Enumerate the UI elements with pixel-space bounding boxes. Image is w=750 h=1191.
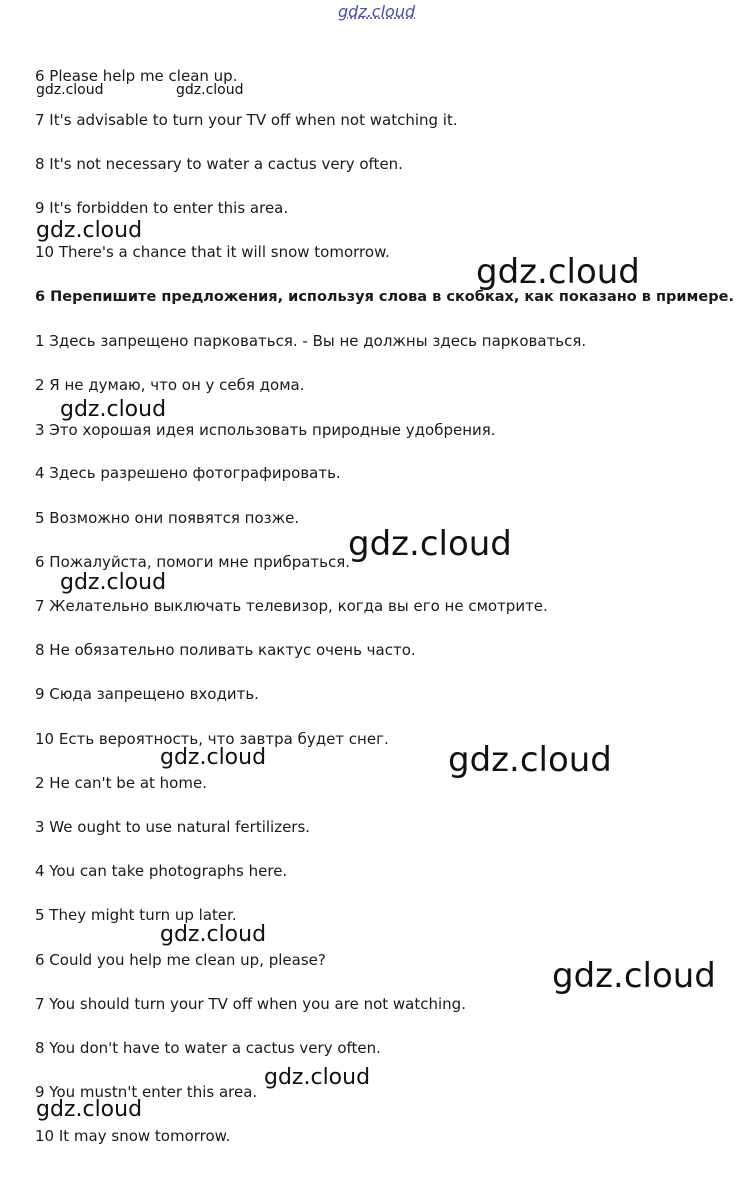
watermark: gdz.cloud xyxy=(60,397,167,422)
sentence-line: 2 He can't be at home. xyxy=(35,774,207,792)
sentence-line: 6 Please help me clean up. xyxy=(35,67,238,85)
watermark: gdz.cloud xyxy=(348,524,512,564)
sentence-line: 7 It's advisable to turn your TV off when not watching it. xyxy=(35,111,458,129)
sentence-line: 10 It may snow tomorrow. xyxy=(35,1127,231,1145)
watermark: gdz.cloud xyxy=(476,252,640,292)
sentence-line: 9 You mustn't enter this area. xyxy=(35,1083,258,1101)
sentence-line: 10 There's a chance that it will snow tomorrow. xyxy=(35,243,390,261)
watermark: gdz.cloud xyxy=(36,82,104,98)
watermark: gdz.cloud xyxy=(36,218,143,243)
sentence-line: 7 You should turn your TV off when you are not watching. xyxy=(35,995,466,1013)
sentence-line: 3 We ought to use natural fertilizers. xyxy=(35,818,311,836)
sentence-line: 8 You don't have to water a cactus very often. xyxy=(35,1039,381,1057)
watermark: gdz.cloud xyxy=(160,745,267,770)
sentence-line: 6 Could you help me clean up, please? xyxy=(35,951,326,969)
sentence-line: 5 Возможно они появятся позже. xyxy=(35,509,300,527)
watermark: gdz.cloud xyxy=(176,82,244,98)
watermark: gdz.cloud xyxy=(552,956,716,996)
exercise-heading: 6 Перепишите предложения, используя слова в скобках, как показано в примере. xyxy=(35,289,734,305)
sentence-line: 6 Пожалуйста, помоги мне прибраться. xyxy=(35,553,351,571)
sentence-line: 9 Сюда запрещено входить. xyxy=(35,685,259,703)
watermark: gdz.cloud xyxy=(160,922,267,947)
watermark: gdz.cloud xyxy=(264,1065,371,1090)
sentence-line: 4 Здесь разрешено фотографировать. xyxy=(35,464,341,482)
watermark: gdz.cloud xyxy=(36,1097,143,1122)
sentence-line: 7 Желательно выключать телевизор, когда вы его не смотрите. xyxy=(35,597,548,615)
sentence-line: 9 It's forbidden to enter this area. xyxy=(35,199,289,217)
watermark-top: gdz.cloud xyxy=(338,2,416,21)
sentence-line: 1 Здесь запрещено парковаться. - Вы не должны здесь парковаться. xyxy=(35,332,587,350)
watermark: gdz.cloud xyxy=(448,740,612,780)
sentence-line: 10 Есть вероятность, что завтра будет снег. xyxy=(35,730,389,748)
sentence-line: 2 Я не думаю, что он у себя дома. xyxy=(35,376,305,394)
sentence-line: 8 Не обязательно поливать кактус очень часто. xyxy=(35,641,416,659)
sentence-line: 4 You can take photographs here. xyxy=(35,862,288,880)
sentence-line: 3 Это хорошая идея использовать природные удобрения. xyxy=(35,421,496,439)
sentence-line: 8 It's not necessary to water a cactus very often. xyxy=(35,155,403,173)
watermark: gdz.cloud xyxy=(60,570,167,595)
sentence-line: 5 They might turn up later. xyxy=(35,906,237,924)
